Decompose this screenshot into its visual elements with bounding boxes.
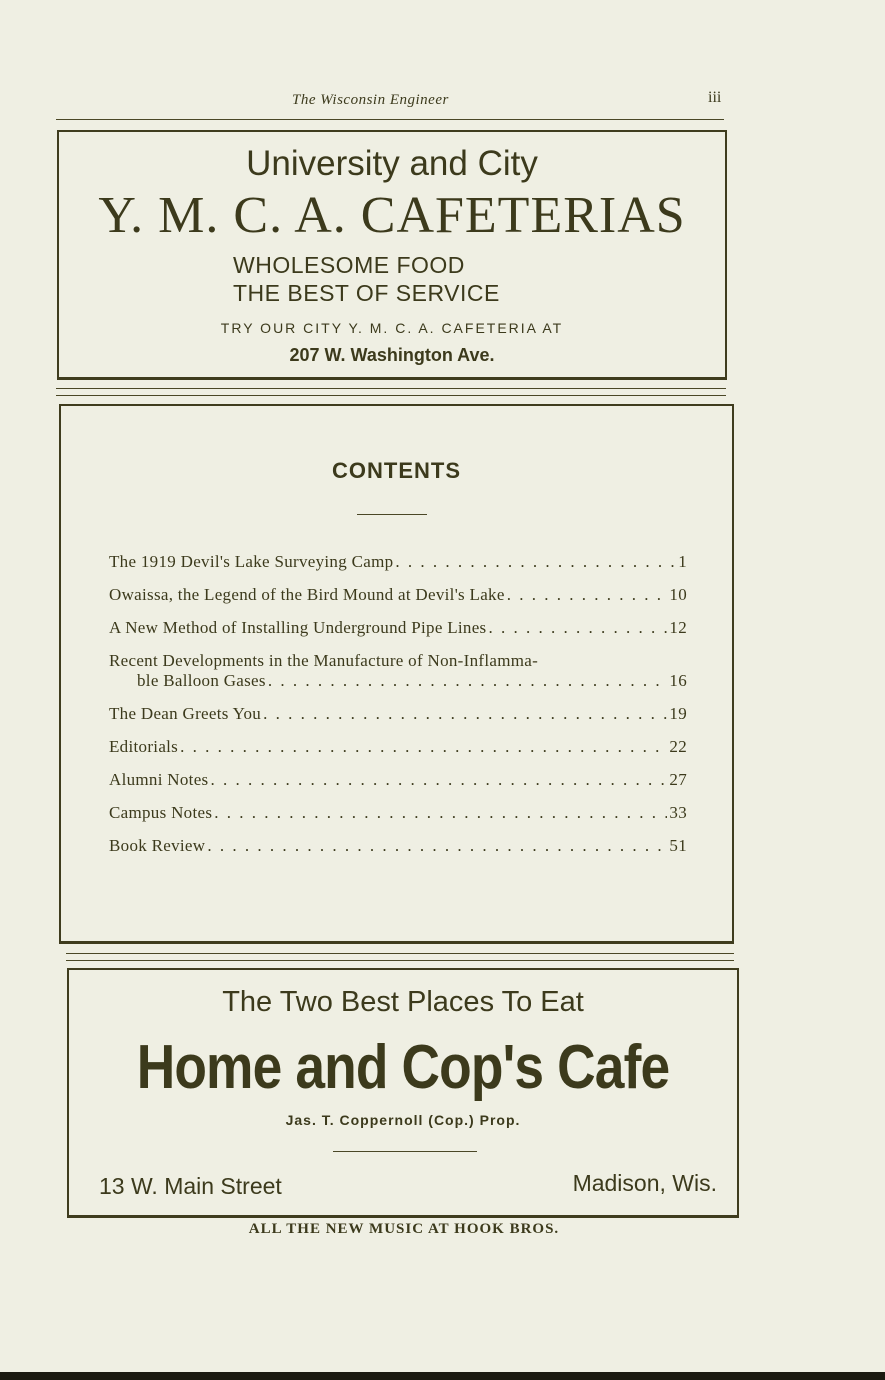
toc-entry[interactable] — [109, 836, 687, 856]
footer-advertisement: ALL THE NEW MUSIC AT HOOK BROS. — [248, 1221, 560, 1237]
page-number: iii — [708, 89, 722, 106]
toc-entry-title: Owaissa, the Legend of the Bird Mound at Devil's Lake — [109, 585, 505, 604]
toc-entry[interactable] — [109, 651, 687, 691]
toc-leader-dots — [210, 770, 667, 790]
ymca-try-line: TRY OUR CITY Y. M. C. A. CAFETERIA AT — [220, 320, 564, 336]
toc-entry-page: 1 — [678, 552, 687, 571]
cafe-city: Madison, Wis. — [572, 1170, 717, 1196]
toc-entry-page: 22 — [669, 737, 687, 756]
toc-entry[interactable] — [109, 585, 687, 605]
toc-entry-title: Alumni Notes — [109, 770, 209, 789]
toc-entry[interactable] — [109, 737, 687, 757]
contents-title-rule — [357, 514, 427, 515]
toc-entry-title: The Dean Greets You — [109, 704, 262, 723]
toc-entry-title: Book Review — [109, 836, 206, 855]
toc-leader-dots — [214, 803, 667, 823]
toc-leader-dots — [488, 618, 667, 638]
toc-entry[interactable] — [109, 552, 687, 572]
toc-entry-page: 27 — [669, 770, 687, 789]
page-bottom-edge — [0, 1372, 885, 1380]
toc-leader-dots — [263, 704, 667, 724]
toc-entry[interactable] — [109, 770, 687, 790]
toc-leader-dots — [507, 585, 668, 605]
toc-entry-title: Recent Developments in the Manufacture of Non-Inflamma- — [109, 651, 539, 670]
contents-panel — [59, 404, 734, 944]
toc-entry-title: Editorials — [109, 737, 179, 756]
cafe-rule — [333, 1151, 477, 1152]
cafe-street: 13 W. Main Street — [99, 1173, 282, 1199]
cafe-proprietor: Jas. T. Coppernoll (Cop.) Prop. — [285, 1112, 521, 1128]
divider-rule — [56, 388, 726, 389]
toc-entry-page: 19 — [669, 704, 687, 723]
ymca-advertisement — [57, 130, 727, 380]
toc-entry-title: The 1919 Devil's Lake Surveying Camp — [109, 552, 394, 571]
toc-leader-dots — [207, 836, 667, 856]
toc-entry-page: 16 — [669, 671, 687, 690]
toc-leader-dots — [268, 671, 668, 691]
toc-entry-page: 10 — [669, 585, 687, 604]
cafe-tagline: The Two Best Places To Eat — [222, 986, 584, 1018]
ymca-food-line: WHOLESOME FOOD — [233, 252, 465, 278]
header-rule — [56, 119, 724, 120]
cafe-name: Home and Cop's Cafe — [136, 1033, 670, 1102]
toc-entry-title-continued: ble Balloon Gases — [137, 671, 266, 690]
ymca-address: 207 W. Washington Ave. — [289, 345, 495, 365]
running-title: The Wisconsin Engineer — [292, 92, 449, 108]
toc-leader-dots — [395, 552, 676, 572]
toc-entry[interactable] — [109, 803, 687, 823]
ymca-service-line: THE BEST OF SERVICE — [233, 280, 500, 306]
table-of-contents — [109, 552, 687, 869]
toc-leader-dots — [180, 737, 667, 757]
toc-entry[interactable] — [109, 618, 687, 638]
toc-entry[interactable] — [109, 704, 687, 724]
divider-rule — [66, 953, 734, 954]
toc-entry-title: Campus Notes — [109, 803, 213, 822]
cafe-advertisement — [67, 968, 739, 1218]
toc-entry-title: A New Method of Installing Underground Pipe Lines — [109, 618, 487, 637]
contents-title: CONTENTS — [332, 458, 461, 483]
toc-entry-page: 33 — [669, 803, 687, 822]
ymca-title: Y. M. C. A. CAFETERIAS — [98, 187, 686, 244]
divider-rule — [66, 960, 734, 961]
divider-rule — [56, 395, 726, 396]
ymca-heading: University and City — [246, 144, 538, 183]
toc-entry-page: 12 — [669, 618, 687, 637]
toc-entry-page: 51 — [669, 836, 687, 855]
